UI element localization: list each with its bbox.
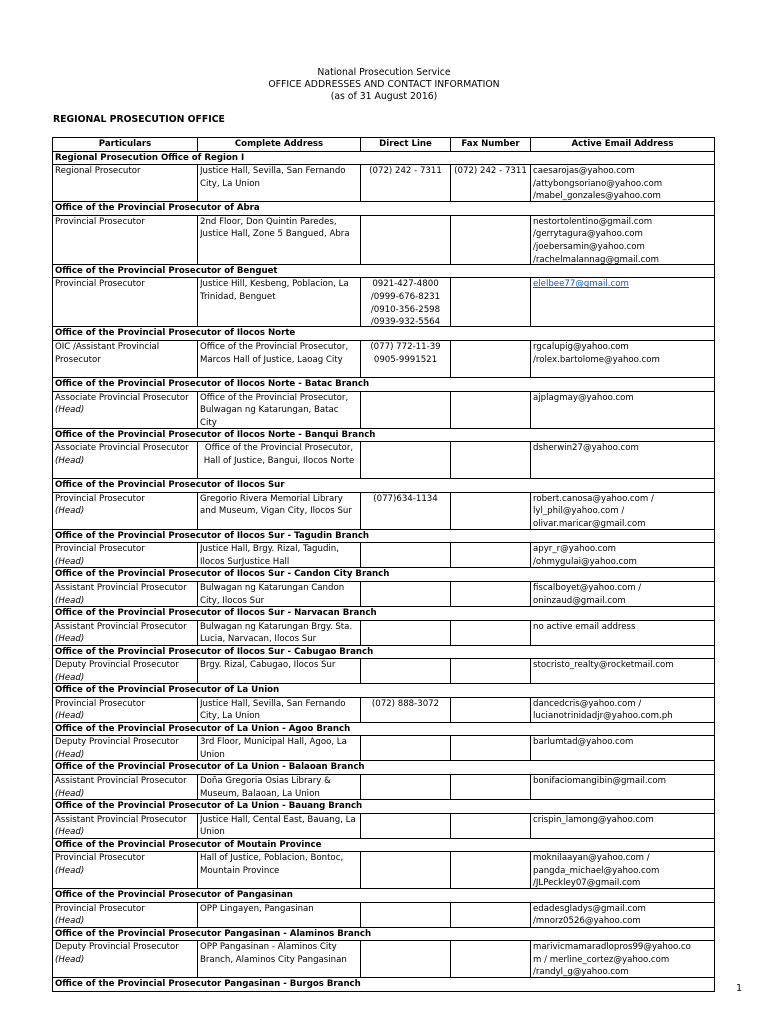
- cell-email-text[interactable]: bonifaciomangibin@gmail.com: [533, 775, 666, 786]
- office-group-title: Office of the Provincial Prosecutor of La Union: [53, 684, 715, 698]
- cell-fax: [451, 278, 531, 327]
- cell-email[interactable]: [531, 215, 715, 264]
- cell-particulars: [53, 340, 198, 377]
- office-group-row: [53, 927, 715, 941]
- cell-direct-line-text: [363, 775, 448, 799]
- cell-direct-line: [361, 813, 451, 838]
- cell-address-text: OPP Pangasinan - Alaminos City Branch, Alaminos City Pangasinan: [200, 942, 347, 965]
- office-group-row: [53, 529, 715, 543]
- cell-direct-line-text: (077)634-1134: [373, 493, 438, 504]
- cell-address: [198, 543, 361, 568]
- cell-direct-line: [361, 543, 451, 568]
- cell-particulars: [53, 442, 198, 479]
- head-label: (Head): [55, 749, 85, 760]
- table-row: [53, 902, 715, 927]
- office-group-title: Office of the Provincial Prosecutor of Benguet: [53, 264, 715, 278]
- position-title: OIC /Assistant Provincial Prosecutor: [55, 341, 160, 365]
- office-group-row: [53, 202, 715, 216]
- cell-fax-text: [453, 941, 528, 977]
- cell-direct-line: [361, 391, 451, 428]
- table-row: [53, 391, 715, 428]
- section-title: REGIONAL PROSECUTION OFFICE: [53, 114, 225, 125]
- office-group-row: [53, 606, 715, 620]
- cell-direct-line: [361, 852, 451, 889]
- office-group-title: Office of the Provincial Prosecutor Pangasinan - Burgos Branch: [53, 978, 715, 992]
- cell-particulars: [53, 620, 198, 645]
- head-label: (Head): [55, 455, 85, 466]
- office-group-row: [53, 377, 715, 391]
- position-title: Provincial Prosecutor: [55, 216, 145, 227]
- position-title: Provincial Prosecutor: [55, 493, 145, 504]
- position-title: Deputy Provincial Prosecutor: [55, 942, 179, 953]
- cell-email[interactable]: [531, 391, 715, 428]
- cell-email-text[interactable]: stocristo_realty@rocketmail.com: [533, 660, 674, 671]
- cell-address-text: Office of the Provincial Prosecutor, Bulwagan ng Katarungan, Batac City: [200, 392, 349, 428]
- cell-fax: [451, 774, 531, 799]
- cell-particulars: [53, 391, 198, 428]
- cell-address-text: Office of the Provincial Prosecutor, Marcos Hall of Justice, Laoag City: [200, 341, 349, 365]
- cell-address: [198, 278, 361, 327]
- cell-email[interactable]: [531, 902, 715, 927]
- head-label: (Head): [55, 711, 85, 722]
- cell-direct-line: [361, 278, 451, 327]
- cell-direct-line-text: [363, 736, 448, 760]
- cell-address-text: Justice Hall, Brgy. Rizal, Tagudin, Ilocos SurJustice Hall: [200, 544, 339, 567]
- table-row: [53, 492, 715, 529]
- cell-fax-text: [453, 543, 528, 567]
- office-group-row: [53, 761, 715, 775]
- header-line-1: National Prosecution Service: [317, 67, 451, 78]
- cell-fax: [451, 391, 531, 428]
- cell-address: [198, 852, 361, 889]
- office-group-title: Office of the Provincial Prosecutor of Ilocos Sur: [53, 479, 715, 493]
- header-line-2: OFFICE ADDRESSES AND CONTACT INFORMATION: [268, 79, 500, 90]
- position-title: Regional Prosecutor: [55, 166, 141, 177]
- table-body: [53, 151, 715, 991]
- cell-email[interactable]: [531, 659, 715, 684]
- table-header-row: [53, 138, 715, 152]
- cell-direct-line-text: 0921-427-4800 /0999-676-8231 /0910-356-2598 /0939-932-5564: [370, 279, 441, 327]
- cell-fax-text: [453, 736, 528, 760]
- cell-direct-line-text: (072) 242 - 7311: [369, 166, 442, 177]
- office-table: [52, 137, 715, 992]
- cell-particulars: [53, 215, 198, 264]
- cell-fax: [451, 620, 531, 645]
- cell-email[interactable]: [531, 492, 715, 529]
- cell-address-text: Office of the Provincial Prosecutor, Hall of Justice, Bangui, Ilocos Norte: [203, 443, 355, 466]
- cell-address: [198, 340, 361, 377]
- table-row: [53, 340, 715, 377]
- office-group-title: Regional Prosecution Office of Region I: [53, 151, 715, 165]
- position-title: Provincial Prosecutor: [55, 903, 145, 914]
- cell-particulars: [53, 492, 198, 529]
- cell-direct-line-text: [363, 903, 448, 927]
- head-label: (Head): [55, 405, 85, 416]
- head-label: (Head): [55, 595, 85, 606]
- table-row: [53, 852, 715, 889]
- head-label: (Head): [55, 865, 85, 876]
- cell-fax: [451, 736, 531, 761]
- cell-direct-line: [361, 736, 451, 761]
- office-group-row: [53, 722, 715, 736]
- cell-email[interactable]: [531, 442, 715, 479]
- office-group-row: [53, 327, 715, 341]
- cell-fax-text: [453, 392, 528, 428]
- cell-email-text[interactable]: caesarojas@yahoo.com /attybongsoriano@yahoo.com /mabel_gonzales@yahoo.com: [533, 166, 663, 202]
- head-label: (Head): [55, 788, 85, 799]
- cell-address-text: Brgy. Rizal, Cabugao, Ilocos Sur: [200, 660, 336, 671]
- table-row: [53, 620, 715, 645]
- office-group-title: Office of the Provincial Prosecutor of La Union - Bauang Branch: [53, 799, 715, 813]
- cell-address-text: Justice Hall, Cental East, Bauang, La Union: [200, 814, 356, 838]
- office-group-title: Office of the Provincial Prosecutor of Moutain Province: [53, 838, 715, 852]
- cell-particulars: [53, 165, 198, 202]
- position-title: Assistant Provincial Prosecutor: [55, 621, 187, 632]
- cell-email[interactable]: [531, 852, 715, 889]
- cell-email-text[interactable]: nestortolentino@gmail.com /gerrytagura@yahoo.com /joebersamin@yahoo.com /rachelmalannag@gmail.com: [533, 216, 659, 264]
- cell-particulars: [53, 813, 198, 838]
- cell-address: [198, 774, 361, 799]
- cell-email-text[interactable]: apyr_r@yahoo.com /ohmygulai@yahoo.com: [533, 544, 637, 567]
- cell-address-text: Doña Gregoria Osias Library & Museum, Balaoan, La Union: [200, 775, 331, 799]
- cell-fax-text: [453, 698, 528, 722]
- header-line-3: (as of 31 August 2016): [330, 91, 438, 102]
- cell-fax: [451, 941, 531, 978]
- office-group-title: Office of the Provincial Prosecutor of Ilocos Sur - Cabugao Branch: [53, 645, 715, 659]
- table-row: [53, 215, 715, 264]
- cell-fax: [451, 697, 531, 722]
- table-row: [53, 165, 715, 202]
- cell-email-text[interactable]: robert.canosa@yahoo.com / lyl_phil@yahoo.com / olivar.maricar@gmail.com: [533, 493, 654, 529]
- page-number: 1: [736, 983, 742, 994]
- cell-fax-text: [453, 814, 528, 838]
- cell-address-text: Justice Hill, Kesbeng, Poblacion, La Trinidad, Benguet: [200, 279, 349, 302]
- cell-address: [198, 581, 361, 606]
- cell-direct-line: [361, 697, 451, 722]
- cell-address-text: 2nd Floor, Don Quintin Paredes, Justice Hall, Zone 5 Bangued, Abra: [200, 216, 350, 240]
- cell-email[interactable]: [531, 581, 715, 606]
- office-group-title: Office of the Provincial Prosecutor of La Union - Balaoan Branch: [53, 761, 715, 775]
- table-row: [53, 697, 715, 722]
- cell-particulars: [53, 774, 198, 799]
- cell-particulars: [53, 736, 198, 761]
- table-row: [53, 278, 715, 327]
- cell-address-text: Justice Hall, Sevilla, San Fernando City, La Union: [200, 698, 346, 722]
- head-label: (Head): [55, 506, 85, 517]
- position-title: Associate Provincial Prosecutor: [55, 392, 189, 403]
- head-label: (Head): [55, 916, 85, 927]
- office-group-title: Office of the Provincial Prosecutor of Abra: [53, 202, 715, 216]
- cell-email-text[interactable]: rgcalupig@yahoo.com /rolex.bartolome@yahoo.com: [533, 341, 660, 365]
- cell-email-text[interactable]: elelbee77@gmail.com: [533, 279, 629, 290]
- cell-email-text[interactable]: no active email address: [533, 621, 636, 632]
- cell-particulars: [53, 581, 198, 606]
- cell-email[interactable]: [531, 165, 715, 202]
- position-title: Provincial Prosecutor: [55, 544, 145, 555]
- office-group-row: [53, 428, 715, 442]
- cell-fax-text: [453, 852, 528, 888]
- cell-address: [198, 165, 361, 202]
- cell-fax-text: [453, 341, 528, 377]
- cell-direct-line: [361, 659, 451, 684]
- cell-direct-line: [361, 215, 451, 264]
- office-group-title: Office of the Provincial Prosecutor of Ilocos Norte: [53, 327, 715, 341]
- cell-email-text[interactable]: crispin_lamong@yahoo.com: [533, 814, 654, 825]
- cell-email[interactable]: [531, 543, 715, 568]
- office-group-title: Office of the Provincial Prosecutor of Ilocos Sur - Candon City Branch: [53, 568, 715, 582]
- cell-direct-line: [361, 165, 451, 202]
- office-group-title: Office of the Provincial Prosecutor of Ilocos Sur - Narvacan Branch: [53, 606, 715, 620]
- cell-address: [198, 941, 361, 978]
- col-header-particulars: Particulars: [53, 138, 198, 152]
- table-row: [53, 774, 715, 799]
- cell-address: [198, 620, 361, 645]
- cell-address: [198, 697, 361, 722]
- cell-direct-line: [361, 581, 451, 606]
- cell-direct-line-text: [363, 659, 448, 683]
- cell-direct-line: [361, 492, 451, 529]
- cell-direct-line: [361, 442, 451, 479]
- office-group-title: Office of the Provincial Prosecutor of Ilocos Norte - Banqui Branch: [53, 428, 715, 442]
- col-header-direct-line: Direct Line: [361, 138, 451, 152]
- cell-fax-text: [453, 775, 528, 799]
- cell-address: [198, 391, 361, 428]
- cell-particulars: [53, 852, 198, 889]
- cell-direct-line: [361, 774, 451, 799]
- cell-direct-line-text: [363, 543, 448, 567]
- cell-fax: [451, 442, 531, 479]
- cell-address-text: OPP Lingayen, Pangasinan: [200, 903, 314, 914]
- cell-email[interactable]: [531, 774, 715, 799]
- cell-email-text[interactable]: barlumtad@yahoo.com: [533, 737, 634, 748]
- cell-email[interactable]: [531, 620, 715, 645]
- position-title: Deputy Provincial Prosecutor: [55, 660, 179, 671]
- cell-address: [198, 813, 361, 838]
- cell-fax: [451, 215, 531, 264]
- cell-direct-line-text: [363, 852, 448, 888]
- position-title: Assistant Provincial Prosecutor: [55, 775, 187, 786]
- office-group-title: Office of the Provincial Prosecutor of Ilocos Norte - Batac Branch: [53, 377, 715, 391]
- cell-email[interactable]: [531, 278, 715, 327]
- table-row: [53, 736, 715, 761]
- cell-fax-text: [453, 582, 528, 606]
- cell-email[interactable]: [531, 340, 715, 377]
- position-title: Provincial Prosecutor: [55, 698, 145, 709]
- cell-email-text[interactable]: dancedcris@yahoo.com / lucianotrinidadjr@yahoo.com.ph: [533, 698, 673, 722]
- office-group-row: [53, 568, 715, 582]
- table-row: [53, 659, 715, 684]
- cell-email[interactable]: [531, 697, 715, 722]
- cell-fax: [451, 543, 531, 568]
- office-group-row: [53, 978, 715, 992]
- cell-particulars: [53, 278, 198, 327]
- cell-email[interactable]: [531, 941, 715, 978]
- col-header-email: Active Email Address: [531, 138, 715, 152]
- head-label: (Head): [55, 954, 85, 965]
- table-row: [53, 543, 715, 568]
- cell-address: [198, 902, 361, 927]
- cell-particulars: [53, 941, 198, 978]
- cell-direct-line-text: (077) 772-11-39 0905-9991521: [370, 341, 441, 365]
- cell-fax: [451, 852, 531, 889]
- cell-fax-text: [453, 278, 528, 326]
- cell-particulars: [53, 659, 198, 684]
- cell-particulars: [53, 543, 198, 568]
- cell-direct-line-text: [363, 582, 448, 606]
- office-group-row: [53, 684, 715, 698]
- cell-email-text[interactable]: fiscalboyet@yahoo.com / oninzaud@gmail.com: [533, 582, 642, 606]
- table-row: [53, 581, 715, 606]
- office-group-title: Office of the Provincial Prosecutor of Pangasinan: [53, 889, 715, 903]
- cell-direct-line-text: (072) 888-3072: [371, 698, 440, 709]
- position-title: Provincial Prosecutor: [55, 279, 145, 290]
- cell-fax: [451, 659, 531, 684]
- office-group-row: [53, 889, 715, 903]
- cell-fax-text: [453, 216, 528, 264]
- cell-direct-line-text: [363, 442, 448, 478]
- cell-fax: [451, 165, 531, 202]
- office-group-row: [53, 151, 715, 165]
- position-title: Assistant Provincial Prosecutor: [55, 582, 187, 593]
- cell-fax: [451, 813, 531, 838]
- cell-address-text: Justice Hall, Sevilla, San Fernando City, La Union: [200, 166, 346, 189]
- col-header-address: Complete Address: [198, 138, 361, 152]
- cell-email-text[interactable]: edadesgladys@gmail.com /mnorz0526@yahoo.com: [533, 903, 646, 927]
- table-row: [53, 813, 715, 838]
- cell-particulars: [53, 902, 198, 927]
- cell-direct-line: [361, 620, 451, 645]
- cell-fax-text: [453, 659, 528, 683]
- office-group-title: Office of the Provincial Prosecutor of La Union - Agoo Branch: [53, 722, 715, 736]
- cell-address-text: Bulwagan ng Katarungan Brgy. Sta. Lucia, Narvacan, Ilocos Sur: [200, 621, 353, 645]
- head-label: (Head): [55, 634, 85, 645]
- cell-email[interactable]: [531, 813, 715, 838]
- cell-fax: [451, 492, 531, 529]
- cell-email[interactable]: [531, 736, 715, 761]
- col-header-fax: Fax Number: [451, 138, 531, 152]
- head-label: (Head): [55, 827, 85, 838]
- office-group-row: [53, 838, 715, 852]
- cell-address: [198, 659, 361, 684]
- cell-address: [198, 736, 361, 761]
- cell-direct-line: [361, 340, 451, 377]
- cell-direct-line-text: [363, 216, 448, 264]
- cell-fax: [451, 902, 531, 927]
- cell-particulars: [53, 697, 198, 722]
- cell-direct-line-text: [363, 392, 448, 428]
- position-title: Assistant Provincial Prosecutor: [55, 814, 187, 825]
- cell-address-text: Hall of Justice, Poblacion, Bontoc, Mountain Province: [200, 853, 344, 876]
- cell-email-text[interactable]: ajplagmay@yahoo.com: [533, 392, 634, 403]
- cell-fax-text: (072) 242 - 7311: [454, 166, 527, 177]
- head-label: (Head): [55, 556, 85, 567]
- cell-fax-text: [453, 903, 528, 927]
- cell-email-text[interactable]: marivicmamaradlopros99@yahoo.co m / merline_cortez@yahoo.com /randyl_g@yahoo.com: [533, 942, 691, 978]
- cell-direct-line-text: [363, 941, 448, 977]
- cell-direct-line: [361, 902, 451, 927]
- cell-address-text: Bulwagan ng Katarungan Candon City, Ilocos Sur: [200, 582, 345, 606]
- position-title: Associate Provincial Prosecutor: [55, 443, 189, 454]
- cell-address-text: Gregorio Rivera Memorial Library and Museum, Vigan City, Ilocos Sur: [200, 493, 352, 517]
- office-group-row: [53, 264, 715, 278]
- office-group-row: [53, 645, 715, 659]
- cell-address: [198, 442, 361, 479]
- cell-email-text[interactable]: moknilaayan@yahoo.com / pangda_michael@yahoo.com /JLPeckley07@gmail.com: [533, 853, 660, 889]
- table-row: [53, 941, 715, 978]
- cell-address-text: 3rd Floor, Municipal Hall, Agoo, La Union: [200, 737, 347, 760]
- office-group-row: [53, 799, 715, 813]
- cell-fax: [451, 581, 531, 606]
- cell-address: [198, 492, 361, 529]
- office-group-title: Office of the Provincial Prosecutor of Ilocos Sur - Tagudin Branch: [53, 529, 715, 543]
- office-group-title: Office of the Provincial Prosecutor Pangasinan - Alaminos Branch: [53, 927, 715, 941]
- cell-direct-line: [361, 941, 451, 978]
- cell-direct-line-text: [363, 621, 448, 645]
- cell-direct-line-text: [363, 814, 448, 838]
- cell-address: [198, 215, 361, 264]
- cell-fax-text: [453, 621, 528, 645]
- position-title: Deputy Provincial Prosecutor: [55, 737, 179, 748]
- cell-fax: [451, 340, 531, 377]
- cell-fax-text: [453, 493, 528, 529]
- table-row: [53, 442, 715, 479]
- office-group-row: [53, 479, 715, 493]
- cell-fax-text: [453, 442, 528, 478]
- head-label: (Head): [55, 672, 85, 683]
- cell-email-text[interactable]: dsherwin27@yahoo.com: [533, 443, 639, 454]
- position-title: Provincial Prosecutor: [55, 853, 145, 864]
